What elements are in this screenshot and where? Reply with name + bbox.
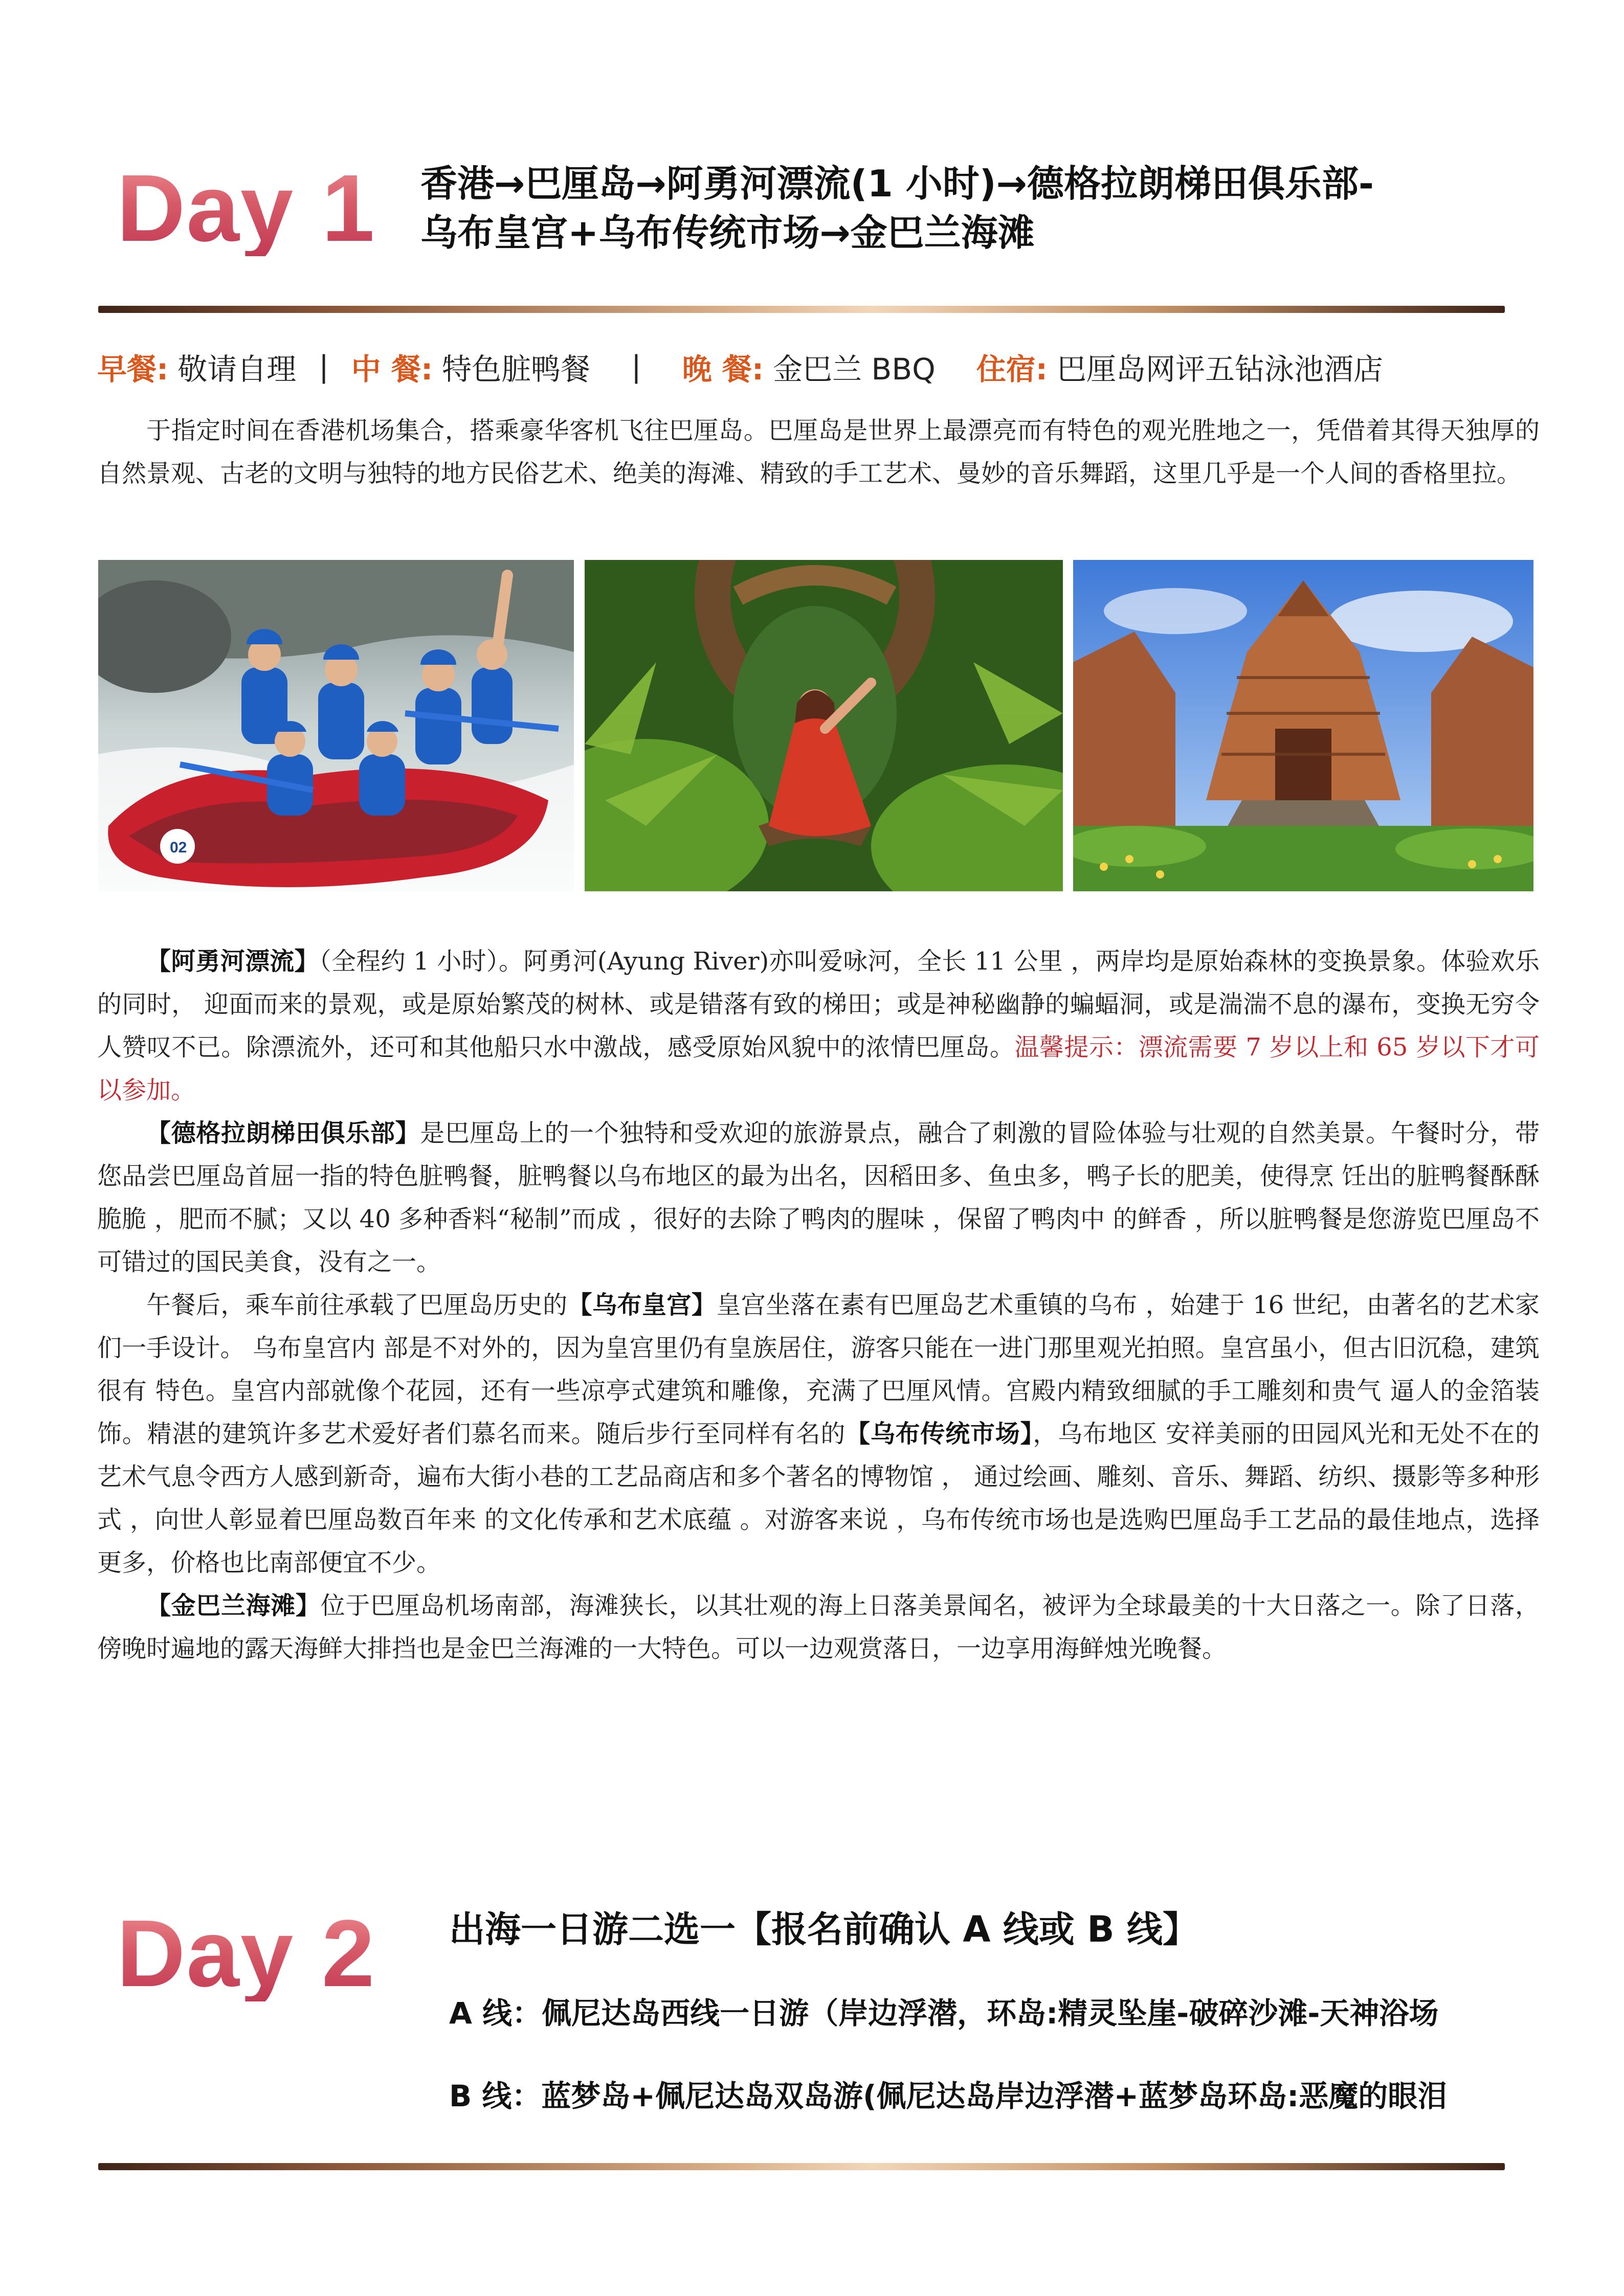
day2-label: Day 2 xyxy=(117,1901,376,2007)
day1-body xyxy=(97,940,1540,1670)
ubud-market-text: ，乌布地区 安祥美丽的田园风光和无处不在的艺术气息令西方人感到新奇，遍布大街小巷的工艺品商店和多个著名的博物馆 ， 通过绘画、雕刻、音乐、舞蹈、纺织、摄影等多种形式 ，向世人彰显着巴厘岛数百年来 的文化传承和艺术底蕴 。对游客来说 ，乌布传统市场也是选购巴厘岛手工艺品的最佳地点，选择更多，价格也比南部便宜不少。 xyxy=(97,1420,1540,1577)
rafting-warning: 温馨提示：漂流需要 7 岁以上和 65 岁以下才可以参加。 xyxy=(97,1033,1540,1105)
day2-divider xyxy=(98,2163,1505,2170)
lunch-key: 中 餐: xyxy=(351,352,433,387)
jungle-swing-photo xyxy=(585,560,1063,891)
ubud-palace-photo xyxy=(1073,560,1533,891)
meal-separator: | xyxy=(319,349,329,384)
day2-route-a: A 线：佩尼达岛西线一日游（岸边浮潜，环岛:精灵坠崖-破碎沙滩-天神浴场 xyxy=(449,1996,1439,2031)
hotel-value: 巴厘岛网评五钻泳池酒店 xyxy=(1056,352,1383,387)
breakfast-key: 早餐: xyxy=(97,352,169,387)
meal-separator: | xyxy=(631,349,641,384)
day1-divider xyxy=(98,306,1505,313)
dinner-value: 金巴兰 BBQ xyxy=(773,352,936,387)
rafting-photo xyxy=(98,560,574,891)
tegallalang-paragraph xyxy=(97,1112,1540,1284)
tegallalang-text: 是巴厘岛上的一个独特和受欢迎的旅游景点，融合了刺激的冒险体验与壮观的自然美景。午餐时分，带您品尝巴厘岛首屈一指的特色脏鸭餐，脏鸭餐以乌布地区的最为出名，因稻田多、鱼虫多，鸭子长的肥美，使得烹 饪出的脏鸭餐酥酥脆脆 ，肥而不腻；又以 40 多种香料“秘制”而成 ，很好的去除了鸭肉的腥味 ，保留了鸭肉中 的鲜香 ，所以脏鸭餐是您游览巴厘岛不可错过的国民美食，没有之一。 xyxy=(97,1119,1540,1276)
intro-block xyxy=(97,409,1540,495)
rafting-name: 【阿勇河漂流】 xyxy=(146,947,319,976)
ubud-palace-text: 皇宫坐落在素有巴厘岛艺术重镇的乌布 ，始建于 16 世纪，由著名的艺术家们一手设计。 乌布皇宫内 部是不对外的，因为皇宫里仍有皇族居住，游客只能在一进门那里观光拍照。皇宫虽小，但古旧沉稳，建筑很有 特色。皇宫内部就像个花园，还有一些凉亭式建筑和雕像，充满了巴厘风情。宫殿内精致细腻的手工雕刻和贵气 逼人的金箔装饰。精湛的建筑许多艺术爱好者们慕名而来。随后步行至同样有名的 xyxy=(97,1291,1540,1448)
ubud-paragraph xyxy=(97,1284,1540,1584)
svg-text:02: 02 xyxy=(170,839,187,856)
day1-title-line-1: 香港→巴厘岛→阿勇河漂流(1 小时)→德格拉朗梯田俱乐部- xyxy=(420,162,1374,205)
ubud-palace-name: 【乌布皇宫】 xyxy=(567,1291,717,1319)
day2-route-b: B 线：蓝梦岛+佩尼达岛双岛游(佩尼达岛岸边浮潜+蓝梦岛环岛:恶魔的眼泪 xyxy=(449,2079,1448,2113)
jimbaran-paragraph xyxy=(97,1584,1540,1670)
day1-title-line-2: 乌布皇宫+乌布传统市场→金巴兰海滩 xyxy=(420,211,1035,254)
ubud-lead: 午餐后，乘车前往承载了巴厘岛历史的 xyxy=(146,1291,568,1319)
ubud-market-name: 【乌布传统市场】 xyxy=(846,1420,1033,1448)
rafting-text: （全程约 1 小时）。阿勇河(Ayung River)亦叫爱咏河，全长 11 公里 ，两岸均是原始森林的变换景象。体验欢乐的同时， 迎面而来的景观，或是原始繁茂的树林、或是错落有致的梯田；或是神秘幽静的蝙蝠洞，或是湍湍不息的瀑布，变换无穷令人赞叹不已。除漂流外，还可和其他船只水中激战，感受原始风貌中的浓情巴厘岛。 xyxy=(97,947,1540,1062)
jimbaran-name: 【金巴兰海滩】 xyxy=(146,1591,321,1620)
intro-paragraph: 于指定时间在香港机场集合，搭乘豪华客机飞往巴厘岛。巴厘岛是世界上最漂亮而有特色的观光胜地之一，凭借着其得天独厚的自然景观、古老的文明与独特的地方民俗艺术、绝美的海滩、精致的手工艺术、曼妙的音乐舞蹈，这里几乎是一个人间的香格里拉。 xyxy=(97,416,1540,488)
tegallalang-name: 【德格拉朗梯田俱乐部】 xyxy=(146,1119,420,1147)
day2-title: 出海一日游二选一【报名前确认 A 线或 B 线】 xyxy=(449,1908,1199,1950)
hotel-key: 住宿: xyxy=(976,352,1048,387)
rafting-paragraph xyxy=(97,940,1540,1112)
dinner-key: 晚 餐: xyxy=(682,352,764,387)
meal-info-bar xyxy=(97,344,1540,390)
breakfast-value: 敬请自理 xyxy=(177,352,297,387)
jimbaran-text: 位于巴厘岛机场南部，海滩狭长，以其壮观的海上日落美景闻名，被评为全球最美的十大日落之一。除了日落，傍晚时遍地的露天海鲜大排挡也是金巴兰海滩的一大特色。可以一边观赏落日，一边享用海鲜烛光晚餐。 xyxy=(97,1591,1540,1663)
day1-label: Day 1 xyxy=(117,155,376,261)
lunch-value: 特色脏鸭餐 xyxy=(442,352,591,387)
